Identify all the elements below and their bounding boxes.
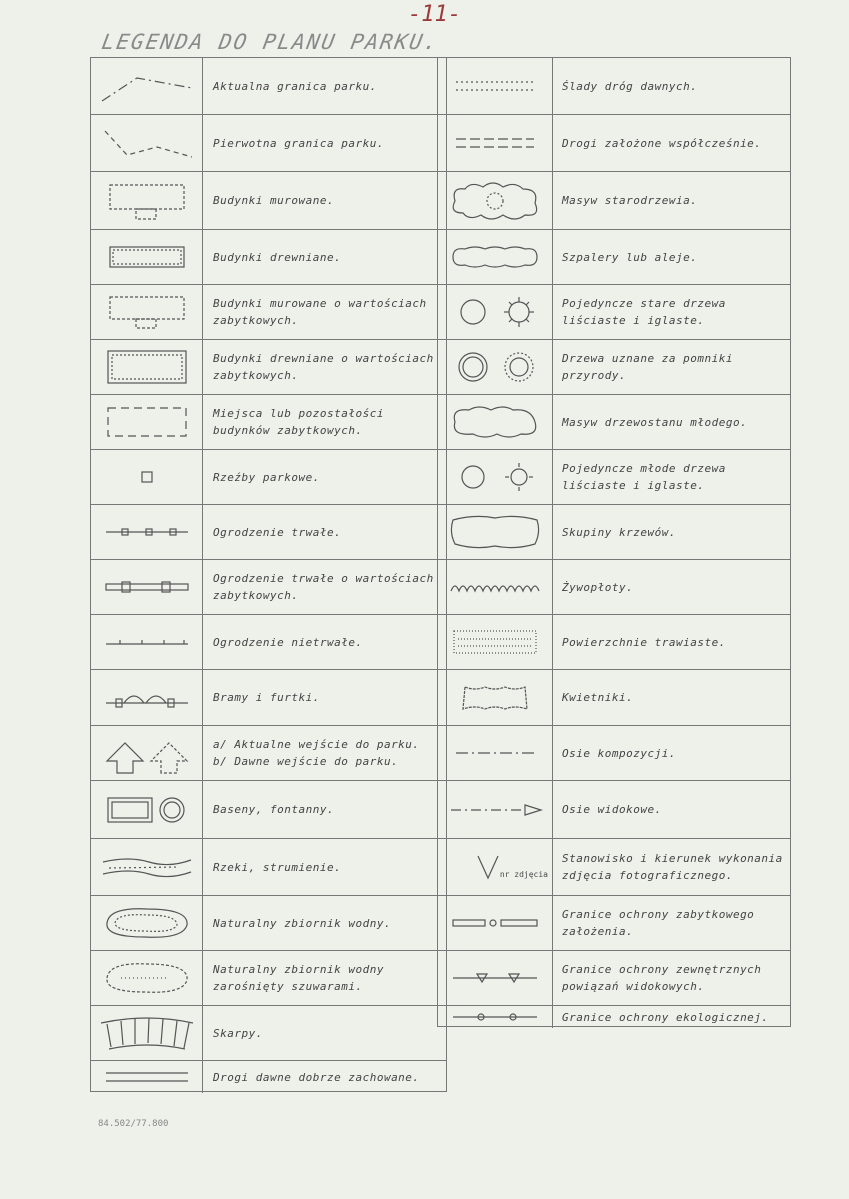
old-single-trees-icon: [438, 285, 553, 339]
old-tree-mass-icon: [438, 172, 553, 229]
historic-masonry-building-icon: [91, 285, 203, 339]
permanent-fence-icon: [91, 505, 203, 559]
legend-label: Ogrodzenie nietrwałe.: [213, 635, 363, 649]
legend-row: [91, 395, 446, 450]
lawn-icon: [438, 615, 553, 669]
legend-row: [438, 172, 790, 230]
legend-label: Skupiny krzewów.: [562, 525, 676, 539]
legend-row: [438, 781, 790, 839]
legend-label: Osie widokowe.: [562, 803, 662, 816]
park-sculpture-icon: [91, 450, 203, 504]
legend-row: [91, 670, 446, 726]
legend-label: Drogi dawne dobrze zachowane.: [213, 1070, 420, 1084]
building-remains-icon: [91, 395, 203, 449]
legend-label: Rzeźby parkowe.: [213, 470, 320, 484]
legend-label: Budynki drewniane.: [213, 250, 342, 264]
legend-label: Aktualna granica parku.: [213, 79, 377, 93]
masonry-building-icon: [91, 172, 203, 229]
legend-label: Naturalny zbiornik wodny zarośnięty szuwarami.: [213, 963, 384, 993]
modern-road-icon: [438, 115, 553, 171]
legend-row: [438, 1006, 790, 1028]
shrub-group-icon: [438, 505, 553, 559]
legend-label: Baseny, fontanny.: [213, 803, 335, 816]
legend-row: [438, 58, 790, 115]
legend-label: Masyw starodrzewia.: [562, 194, 698, 207]
photo-number-text: nr zdjęcia: [499, 869, 548, 879]
legend-row: [438, 230, 790, 285]
legend-row: [91, 115, 446, 172]
legend-label: Powierzchnie trawiaste.: [562, 635, 726, 649]
legend-label: Budynki murowane.: [213, 194, 335, 207]
temporary-fence-icon: [91, 615, 203, 669]
legend-row: [91, 285, 446, 340]
young-tree-mass-icon: [438, 395, 553, 449]
gate-icon: [91, 670, 203, 725]
legend-row: [91, 58, 446, 115]
historic-wooden-building-icon: [91, 340, 203, 394]
legend-right-column: [437, 57, 791, 1027]
legend-row: [438, 285, 790, 340]
original-boundary-icon: [91, 115, 203, 171]
legend-label: Rzeki, strumienie.: [213, 860, 342, 874]
pool-fountain-icon: [91, 781, 203, 838]
legend-label: Kwietniki.: [562, 691, 634, 704]
alley-icon: [438, 230, 553, 284]
landscape-protection-boundary-icon: [438, 951, 553, 1005]
legend-row: [438, 560, 790, 615]
legend-row: [91, 839, 446, 896]
natural-monument-tree-icon: [438, 340, 553, 394]
legend-label: Pojedyncze stare drzewa liściaste i iglaste.: [562, 297, 726, 327]
legend-label: Osie kompozycji.: [562, 746, 676, 760]
legend-row: [438, 839, 790, 896]
legend-label: Drzewa uznane za pomniki przyrody.: [562, 352, 733, 382]
legend-row: [91, 450, 446, 505]
legend-label: Ogrodzenie trwałe o wartościach zabytkowych.: [213, 572, 434, 602]
monument-protection-boundary-icon: [438, 896, 553, 950]
legend-row: [91, 781, 446, 839]
current-boundary-icon: [91, 58, 203, 114]
legend-row: [438, 395, 790, 450]
wooden-building-icon: [91, 230, 203, 284]
legend-label: Żywopłoty.: [562, 580, 634, 594]
ecological-protection-boundary-icon: [438, 1006, 553, 1028]
legend-label: Budynki murowane o wartościach zabytkowych.: [213, 297, 427, 327]
legend-row: [91, 726, 446, 781]
legend-label: Stanowisko i kierunek wykonania zdjęcia fotograficznego.: [562, 852, 783, 882]
legend-label: a/ Aktualne wejście do parku. b/ Dawne wejście do parku.: [213, 738, 420, 768]
historic-fence-icon: [91, 560, 203, 614]
footer-code: 84.502/77.800: [98, 1119, 169, 1129]
page-number: -11-: [408, 2, 461, 27]
old-road-preserved-icon: [91, 1061, 203, 1093]
legend-label: Ogrodzenie trwałe.: [213, 525, 342, 539]
legend-label: Pierwotna granica parku.: [213, 136, 384, 150]
entrance-arrows-icon: [91, 726, 203, 780]
legend-left-column: [90, 57, 447, 1092]
legend-row: [91, 951, 446, 1006]
legend-row: [91, 340, 446, 395]
legend-label: Bramy i furtki.: [213, 691, 320, 704]
legend-row: [91, 1006, 446, 1061]
natural-pond-icon: [91, 896, 203, 950]
legend-row: [438, 505, 790, 560]
legend-label: Ślady dróg dawnych.: [562, 79, 698, 93]
photo-position-icon: [438, 839, 553, 895]
legend-row: [91, 615, 446, 670]
slope-icon: [91, 1006, 203, 1060]
legend-label: Masyw drzewostanu młodego.: [562, 415, 748, 429]
view-axis-icon: [438, 781, 553, 838]
legend-row: [91, 896, 446, 951]
legend-label: Naturalny zbiornik wodny.: [213, 916, 392, 930]
legend-title: LEGENDA DO PLANU PARKU.: [99, 30, 441, 54]
legend-label: Pojedyncze młode drzewa liściaste i iglaste.: [562, 462, 726, 492]
young-single-trees-icon: [438, 450, 553, 504]
legend-label: Budynki drewniane o wartościach zabytkowych.: [213, 352, 434, 382]
legend-row: [91, 560, 446, 615]
legend-row: [438, 450, 790, 505]
composition-axis-icon: [438, 726, 553, 780]
legend-row: [438, 896, 790, 951]
flowerbed-icon: [438, 670, 553, 725]
legend-row: [91, 172, 446, 230]
old-road-traces-icon: [438, 58, 553, 114]
overgrown-pond-icon: [91, 951, 203, 1005]
legend-label: Drogi założone współcześnie.: [562, 136, 762, 150]
legend-row: [438, 726, 790, 781]
river-icon: [91, 839, 203, 895]
legend-row: [91, 230, 446, 285]
legend-row: [438, 615, 790, 670]
legend-label: Skarpy.: [213, 1026, 263, 1040]
legend-label: Granice ochrony ekologicznej.: [562, 1010, 769, 1024]
legend-row: [91, 505, 446, 560]
legend-row: [438, 115, 790, 172]
legend-row: [438, 951, 790, 1006]
legend-label: Granice ochrony zewnętrznych powiązań widokowych.: [562, 963, 762, 993]
legend-label: Szpalery lub aleje.: [562, 250, 698, 264]
legend-row: [438, 670, 790, 726]
hedge-icon: [438, 560, 553, 614]
legend-row: [91, 1061, 446, 1093]
legend-row: [438, 340, 790, 395]
legend-label: Miejsca lub pozostałości budynków zabytkowych.: [213, 407, 384, 437]
legend-label: Granice ochrony zabytkowego założenia.: [562, 908, 755, 938]
